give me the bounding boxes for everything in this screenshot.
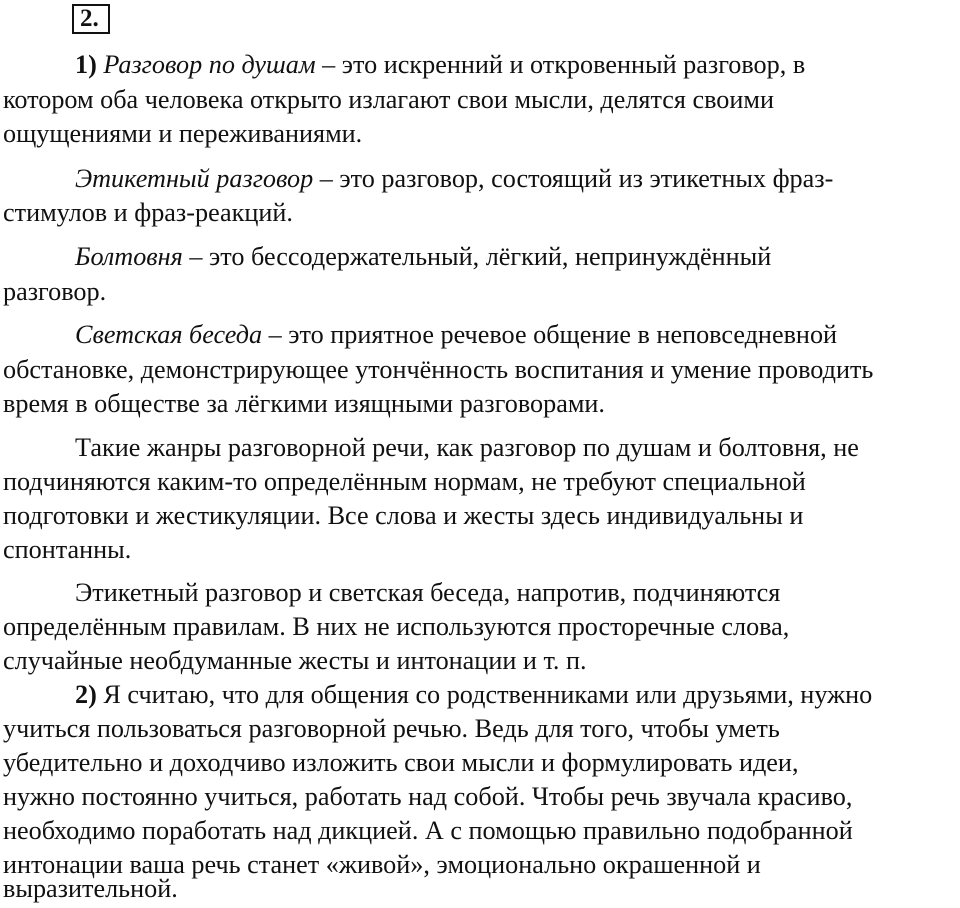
paragraph-5-line-2: подчиняются каким-то определённым нормам, не требуют специальной bbox=[3, 467, 806, 496]
paragraph-text: – это приятное речевое общение в неповседневной bbox=[262, 320, 838, 349]
paragraph-3-line-2: разговор. bbox=[3, 277, 107, 306]
paragraph-7-line-5: необходимо поработать над дикцией. А с помощью правильно подобранной bbox=[3, 816, 853, 845]
item-marker-2: 2) bbox=[75, 680, 97, 709]
paragraph-4-line-3: время в обществе за лёгкими изящными разговорами. bbox=[3, 389, 605, 418]
paragraph-7-line-7: выразительной. bbox=[3, 874, 178, 903]
paragraph-4-line-2: обстановке, демонстрирующее утончённость воспитания и умение проводить bbox=[3, 355, 874, 384]
paragraph-5-line-1: Такие жанры разговорной речи, как разговор по душам и болтовня, не bbox=[75, 433, 859, 462]
paragraph-5-line-3: подготовки и жестикуляции. Все слова и жесты здесь индивидуальны и bbox=[3, 501, 804, 530]
paragraph-1-line-1 bbox=[75, 48, 805, 82]
paragraph-4-line-1 bbox=[75, 318, 837, 352]
task-number-box: 2. bbox=[72, 4, 110, 34]
paragraph-6-line-2: определённым правилам. В них не используются просторечные слова, bbox=[3, 612, 790, 641]
paragraph-text: Я считаю, что для общения со родственниками или друзьями, нужно bbox=[96, 680, 873, 709]
paragraph-7-line-3: убедительно и доходчиво изложить свои мысли и формулировать идеи, bbox=[3, 748, 799, 777]
paragraph-2-line-1 bbox=[75, 162, 833, 196]
paragraph-7-line-6: интонации ваша речь станет «живой», эмоционально окрашенной и bbox=[3, 850, 761, 879]
term-etiketny-razgovor: Этикетный разговор bbox=[75, 164, 314, 193]
term-svetskaya-beseda: Светская беседа bbox=[75, 320, 263, 349]
paragraph-7-line-1 bbox=[75, 678, 872, 712]
paragraph-7-line-4: нужно постоянно учиться, работать над собой. Чтобы речь звучала красиво, bbox=[3, 782, 853, 811]
term-razgovor-po-dusham: Разговор по душам bbox=[103, 50, 316, 79]
paragraph-6-line-1: Этикетный разговор и светская беседа, напротив, подчиняются bbox=[75, 578, 781, 607]
item-marker-1: 1) bbox=[75, 50, 97, 79]
paragraph-text: – это бессодержательный, лёгкий, непринуждённый bbox=[182, 242, 772, 271]
paragraph-2-line-2: стимулов и фраз-реакций. bbox=[3, 198, 293, 227]
paragraph-text: – это искренний и откровенный разговор, в bbox=[315, 50, 806, 79]
paragraph-7-line-2: учиться пользоваться разговорной речью. Ведь для того, чтобы уметь bbox=[3, 714, 780, 743]
paragraph-1-line-3: ощущениями и переживаниями. bbox=[3, 119, 363, 148]
term-boltovnya: Болтовня bbox=[75, 242, 183, 271]
paragraph-5-line-4: спонтанны. bbox=[3, 535, 132, 564]
paragraph-3-line-1 bbox=[75, 240, 771, 274]
paragraph-1-line-2: котором оба человека открыто излагают свои мысли, делятся своими bbox=[3, 85, 774, 114]
paragraph-text: – это разговор, состоящий из этикетных фраз- bbox=[313, 164, 834, 193]
paragraph-6-line-3: случайные необдуманные жесты и интонации и т. п. bbox=[3, 646, 587, 675]
